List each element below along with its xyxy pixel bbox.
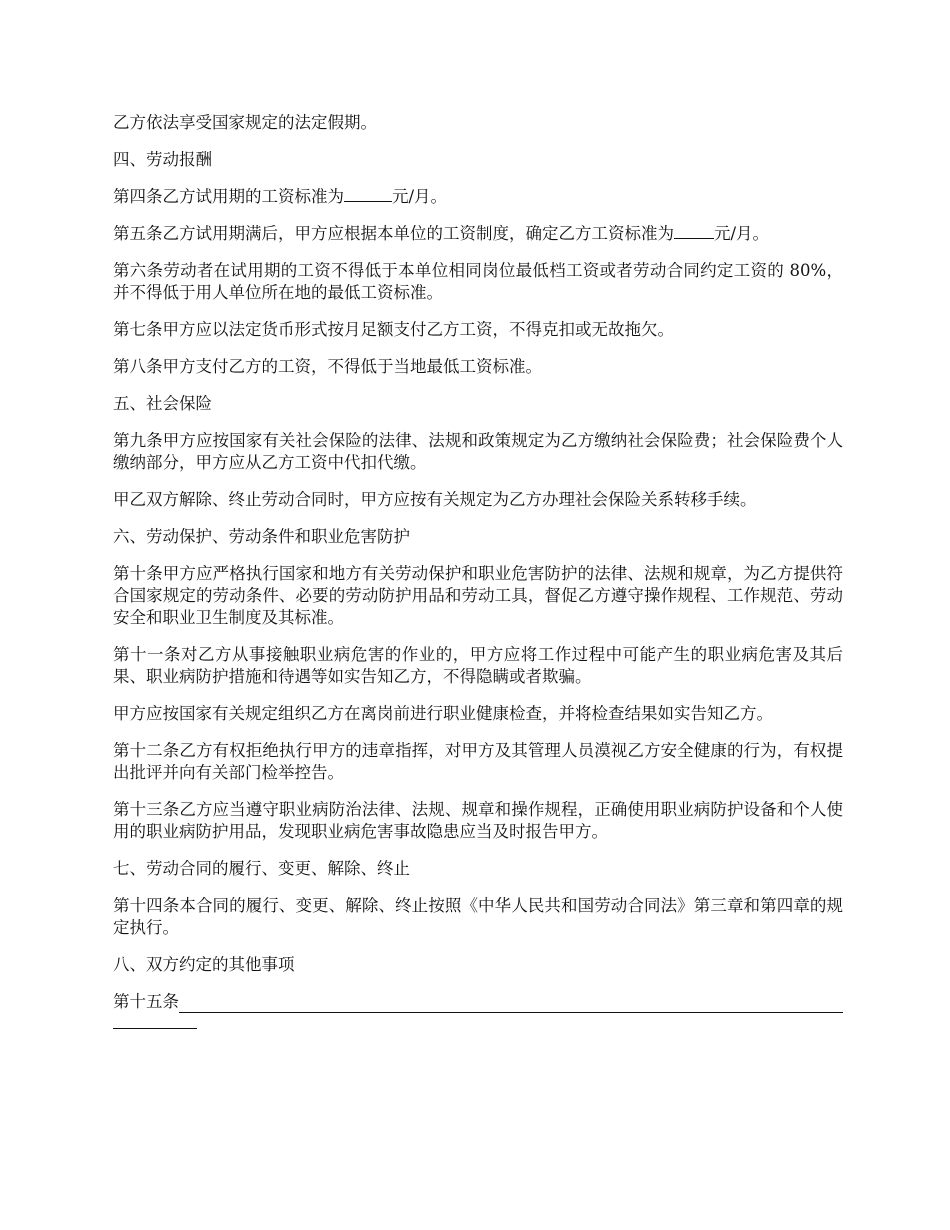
article-7: 第七条甲方应以法定货币形式按月足额支付乙方工资，不得克扣或无故拖欠。 bbox=[113, 320, 674, 339]
article-5-unit: 元/月。 bbox=[714, 224, 770, 243]
section-heading-social-insurance: 五、社会保险 bbox=[113, 394, 212, 413]
article-4 bbox=[113, 186, 843, 208]
article-12: 第十二条乙方有权拒绝执行甲方的违章指挥，对甲方及其管理人员漠视乙方安全健康的行为，有权提出批评并向有关部门检举控告。 bbox=[113, 741, 843, 782]
article-15 bbox=[113, 991, 843, 1029]
article-4-text: 第四条乙方试用期的工资标准为 bbox=[113, 187, 344, 206]
article-9: 第九条甲方应按国家有关社会保险的法律、法规和政策规定为乙方缴纳社会保险费；社会保险费个人缴纳部分，甲方应从乙方工资中代扣代缴。 bbox=[113, 431, 843, 472]
section-heading-remuneration: 四、劳动报酬 bbox=[113, 150, 212, 169]
article-11: 第十一条对乙方从事接触职业病危害的作业的，甲方应将工作过程中可能产生的职业病危害及其后果、职业病防护措施和待遇等如实告知乙方，不得隐瞒或者欺骗。 bbox=[113, 645, 843, 686]
article-6: 第六条劳动者在试用期的工资不得低于本单位相同岗位最低档工资或者劳动合同约定工资的 80%，并不得低于用人单位所在地的最低工资标准。 bbox=[113, 261, 843, 302]
paragraph-insurance-transfer: 甲乙双方解除、终止劳动合同时，甲方应按有关规定为乙方办理社会保险关系转移手续。 bbox=[113, 490, 757, 509]
article-8: 第八条甲方支付乙方的工资，不得低于当地最低工资标准。 bbox=[113, 357, 542, 376]
document-body bbox=[113, 112, 843, 1029]
section-heading-contract-performance: 七、劳动合同的履行、变更、解除、终止 bbox=[113, 859, 410, 878]
article-15-line bbox=[113, 991, 843, 1013]
regular-wage-blank bbox=[674, 223, 714, 239]
article-5 bbox=[113, 223, 843, 245]
article-10: 第十条甲方应严格执行国家和地方有关劳动保护和职业危害防护的法律、法规和规章，为乙方提供符合国家规定的劳动条件、必要的劳动防护用品和劳动工具，督促乙方遵守操作规程、工作规范、劳动安全和职业卫生制度及其标准。 bbox=[113, 564, 843, 627]
section-heading-labor-protection: 六、劳动保护、劳动条件和职业危害防护 bbox=[113, 527, 410, 546]
article-13: 第十三条乙方应当遵守职业病防治法律、法规、规章和操作规程，正确使用职业病防护设备和个人使用的职业病防护用品，发现职业病危害事故隐患应当及时报告甲方。 bbox=[113, 800, 843, 841]
article-5-text: 第五条乙方试用期满后，甲方应根据本单位的工资制度，确定乙方工资标准为 bbox=[113, 224, 674, 243]
paragraph-health-check: 甲方应按国家有关规定组织乙方在离岗前进行职业健康检查，并将检查结果如实告知乙方。 bbox=[113, 704, 773, 723]
article-14: 第十四条本合同的履行、变更、解除、终止按照《中华人民共和国劳动合同法》第三章和第四章的规定执行。 bbox=[113, 896, 843, 937]
article-4-unit: 元/月。 bbox=[392, 187, 448, 206]
article-15-label: 第十五条 bbox=[113, 992, 179, 1011]
article-15-fill-blank-continued bbox=[113, 1013, 197, 1029]
section-heading-other-matters: 八、双方约定的其他事项 bbox=[113, 955, 295, 974]
paragraph-legal-holidays: 乙方依法享受国家规定的法定假期。 bbox=[113, 113, 377, 132]
probation-wage-blank bbox=[344, 186, 392, 202]
article-15-fill-blank bbox=[179, 997, 843, 1013]
